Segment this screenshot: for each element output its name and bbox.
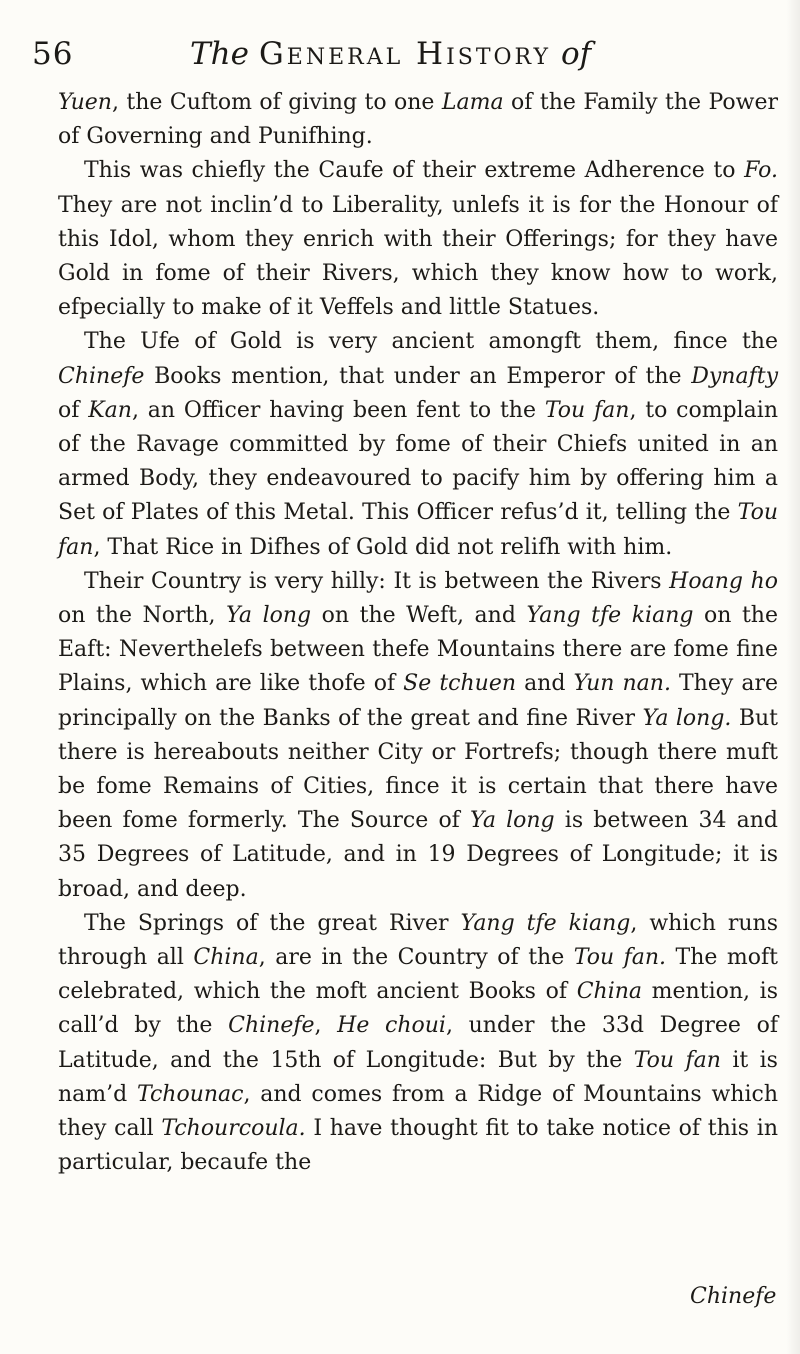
text-run: Books mention, that under an Emperor of the: [144, 363, 692, 389]
text-run: , the Cuftom of giving to one: [111, 90, 442, 115]
paragraph: [58, 154, 778, 325]
text-run: , to complain of the Ravage committed by fome of their Chiefs united in an armed Body, they endeavoured to pacify him by offering him a Set of Plates of this Metal. This Officer refus’d it, telling the: [58, 397, 778, 526]
italic-term: Ya long: [470, 808, 555, 834]
text-run: This was chiefly the Caufe of their extreme Adherence to: [84, 158, 745, 184]
text-run: it is nam’d: [58, 1047, 778, 1107]
text-run: mention, is call’d by the: [58, 979, 779, 1039]
italic-term: Yang tfe kiang: [526, 603, 694, 629]
italic-term: Tou fan.: [573, 945, 667, 971]
text-run: of the Family the Power of Governing and Punifhing.: [58, 90, 778, 150]
italic-term: Se tchuen: [403, 671, 517, 697]
italic-term: Yuen: [58, 90, 112, 115]
text-run: , under the 33d Degree of Latitude, and the 15th of Longitude: But by the: [58, 1013, 778, 1073]
paragraph: [58, 565, 778, 907]
italic-term: China: [193, 945, 259, 971]
text-run: I have thought fit to take notice of this in particular, becaufe the: [58, 1116, 778, 1176]
italic-term: Tchourcoula.: [161, 1116, 306, 1142]
running-head-of: of: [560, 36, 592, 72]
text-run: on the Eaft: Neverthelefs between thefe Mountains there are fome fine Plains, which are like thofe of: [58, 603, 778, 697]
italic-term: Tou fan: [58, 500, 778, 560]
italic-term: Chinefe: [58, 363, 145, 389]
text-run: , and comes from a Ridge of Mountains which they call: [58, 1081, 779, 1142]
catchword: Chinefe: [690, 1284, 777, 1309]
italic-term: Yun nan.: [573, 671, 671, 697]
text-run: of: [58, 397, 89, 423]
italic-term: Yang tfe kiang: [460, 910, 631, 936]
italic-term: Ya long.: [642, 705, 732, 731]
italic-term: Tchounac: [137, 1081, 244, 1107]
paragraph: [58, 325, 778, 564]
italic-term: Tou fan: [544, 397, 630, 423]
page-edge-shadow: [786, 0, 800, 1354]
text-run: The Ufe of Gold is very ancient amongft them, fince the: [84, 329, 778, 355]
text-run: is between 34 and 35 Degrees of Latitude, and in 19 Degrees of Longitude; it is broad, and deep.: [58, 808, 778, 902]
italic-term: China: [576, 979, 643, 1005]
text-run: They are principally on the Banks of the great and fine River: [58, 671, 779, 731]
italic-term: He choui: [337, 1013, 446, 1039]
italic-term: Tou fan: [633, 1047, 721, 1073]
body-text: [58, 86, 778, 1181]
text-run: But there is hereabouts neither City or Fortrefs; though there muft be fome Remains of Cities, fince it is certain that there have been fome formerly. The Source of: [58, 705, 778, 834]
italic-term: Lama: [441, 90, 504, 115]
text-run: Their Country is very hilly: It is between the Rivers: [84, 568, 670, 594]
text-run: They are not inclin’d to Liberality, unlefs it is for the Honour of this Idol, whom they enrich with their Offerings; for they have Gold in fome of their Rivers, which they know how to work, efpecially to make of it Veffels and little Statues.: [58, 192, 778, 321]
page-number: 56: [32, 36, 74, 72]
text-run: on the North,: [58, 603, 227, 629]
text-run: , are in the Country of the: [258, 945, 574, 971]
text-run: ,: [314, 1013, 338, 1039]
italic-term: Fo.: [744, 158, 778, 184]
italic-term: Chinefe: [228, 1013, 315, 1039]
paragraph: [58, 907, 778, 1181]
text-run: , That Rice in Difhes of Gold did not relifh with him.: [93, 534, 673, 560]
running-head-title: General History: [259, 36, 551, 72]
text-run: The moft celebrated, which the moft ancient Books of: [58, 945, 779, 1005]
text-run: and: [516, 671, 574, 697]
italic-term: Dynafty: [691, 363, 778, 389]
text-run: , which runs through all: [58, 910, 778, 971]
italic-term: Kan: [88, 397, 132, 423]
text-run: The Springs of the great River: [84, 910, 461, 936]
running-head-the: The: [190, 36, 249, 72]
running-head: [190, 36, 591, 72]
italic-term: Ya long: [226, 603, 312, 629]
text-run: , an Officer having been fent to the: [131, 397, 545, 423]
paragraph: [58, 86, 778, 154]
italic-term: Hoang ho: [669, 568, 778, 594]
text-run: on the Weft, and: [311, 603, 527, 629]
